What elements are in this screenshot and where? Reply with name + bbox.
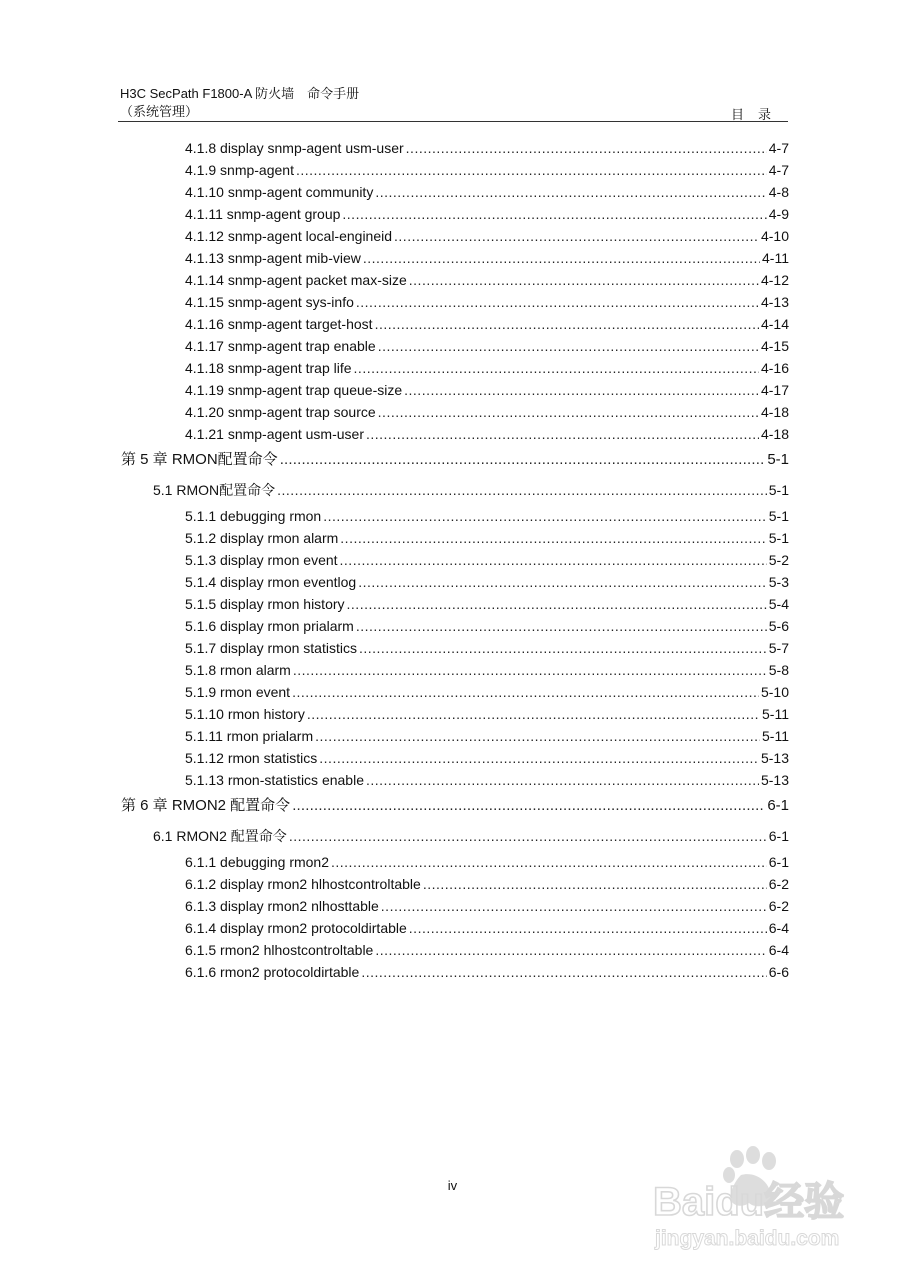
toc-entry-title: 5.1.7 display rmon statistics (185, 640, 357, 656)
toc-entry-page: 6-1 (768, 854, 789, 870)
toc-entry-title: 5.1.2 display rmon alarm (185, 530, 339, 546)
toc-entry-title: 4.1.18 snmp-agent trap life (185, 360, 352, 376)
toc-dot-leader (277, 479, 767, 501)
toc-entry-page: 5-8 (768, 662, 789, 678)
toc-dot-leader (375, 313, 759, 335)
toc-dot-leader (358, 571, 767, 593)
toc-dot-leader (340, 527, 766, 549)
toc-entry[interactable] (185, 615, 789, 637)
toc-entry-page: 5-1 (768, 508, 789, 524)
toc-entry[interactable] (185, 593, 789, 615)
toc-entry-title: 5.1.10 rmon history (185, 706, 305, 722)
toc-entry-title: 5.1.1 debugging rmon (185, 508, 322, 524)
toc-dot-leader (340, 549, 767, 571)
page-number: iv (447, 1178, 458, 1193)
toc-entry-page: 5-4 (768, 596, 789, 612)
toc-dot-leader (292, 681, 759, 703)
toc-entry[interactable] (185, 571, 789, 593)
toc-dot-leader (356, 291, 759, 313)
toc-entry-title: 第 6 章 RMON2 配置命令 (121, 797, 291, 814)
toc-entry[interactable] (185, 335, 789, 357)
doc-title: H3C SecPath F1800-A 防火墙 命令手册 (120, 86, 360, 101)
toc-entry[interactable] (185, 961, 789, 983)
toc-entry-page: 4-12 (760, 272, 789, 288)
toc-entry[interactable] (185, 505, 789, 527)
toc-entry[interactable] (185, 747, 789, 769)
toc-entry-page: 4-18 (760, 404, 789, 420)
toc-entry-page: 6-1 (768, 828, 789, 844)
toc-dot-leader (423, 873, 767, 895)
toc-entry-title: 6.1.2 display rmon2 hlhostcontroltable (185, 876, 421, 892)
toc-entry[interactable] (185, 379, 789, 401)
toc-entry-page: 5-3 (768, 574, 789, 590)
toc-dot-leader (359, 637, 767, 659)
toc-dot-leader (356, 615, 767, 637)
toc-entry-page: 5-1 (767, 451, 789, 468)
toc-entry[interactable] (185, 917, 789, 939)
toc-entry-title: 6.1.3 display rmon2 nlhosttable (185, 898, 379, 914)
toc-entry-title: 5.1.4 display rmon eventlog (185, 574, 357, 590)
toc-entry[interactable] (153, 825, 789, 847)
toc-entry[interactable] (121, 795, 789, 817)
toc-entry-page: 6-2 (768, 876, 789, 892)
toc-entry-title: 5.1.8 rmon alarm (185, 662, 291, 678)
toc-dot-leader (354, 357, 759, 379)
toc-entry-page: 6-4 (768, 942, 789, 958)
watermark-url: jingyan.baidu.com (655, 1227, 840, 1250)
toc-dot-leader (375, 939, 766, 961)
toc-entry[interactable] (185, 681, 789, 703)
toc-entry-title: 4.1.17 snmp-agent trap enable (185, 338, 376, 354)
toc-entry[interactable] (185, 939, 789, 961)
toc-entry-page: 5-7 (768, 640, 789, 656)
toc-entry-title: 4.1.14 snmp-agent packet max-size (185, 272, 407, 288)
toc-entry-title: 4.1.20 snmp-agent trap source (185, 404, 376, 420)
toc-entry-page: 5-11 (762, 706, 789, 722)
toc-entry-title: 4.1.8 display snmp-agent usm-user (185, 140, 404, 156)
section-title: 目录 (730, 107, 785, 122)
toc-entry-page: 4-13 (760, 294, 789, 310)
toc-entry-title: 6.1.5 rmon2 hlhostcontroltable (185, 942, 374, 958)
toc-entry-page: 5-13 (760, 750, 789, 766)
toc-dot-leader (363, 247, 760, 269)
toc-dot-leader (289, 825, 767, 847)
toc-entry[interactable] (121, 449, 789, 471)
toc-entry-page: 4-14 (760, 316, 789, 332)
toc-entry[interactable] (185, 659, 789, 681)
toc-entry-page: 6-2 (768, 898, 789, 914)
toc-dot-leader (307, 703, 760, 725)
toc-entry-page: 5-2 (768, 552, 789, 568)
toc-entry-page: 4-15 (760, 338, 789, 354)
toc-entry-title: 4.1.11 snmp-agent group (185, 206, 341, 222)
toc-entry-title: 5.1.9 rmon event (185, 684, 291, 700)
toc-entry-page: 5-1 (768, 482, 789, 498)
toc-dot-leader (293, 659, 767, 681)
toc-entry-page: 5-11 (762, 728, 789, 744)
toc-entry-title: 6.1.6 rmon2 protocoldirtable (185, 964, 360, 980)
toc-entry-page: 5-10 (760, 684, 789, 700)
toc-entry-title: 6.1.1 debugging rmon2 (185, 854, 329, 870)
toc-entry-title: 第 5 章 RMON配置命令 (121, 451, 278, 468)
toc-entry-title: 4.1.16 snmp-agent target-host (185, 316, 373, 332)
toc-dot-leader (378, 401, 759, 423)
toc-dot-leader (394, 225, 759, 247)
toc-entry[interactable] (185, 159, 789, 181)
toc-entry-title: 4.1.10 snmp-agent community (185, 184, 374, 200)
toc-dot-leader (315, 725, 760, 747)
toc-dot-leader (331, 851, 767, 873)
toc-dot-leader (409, 917, 767, 939)
toc-entry[interactable] (185, 247, 789, 269)
toc-entry-title: 4.1.9 snmp-agent (185, 162, 294, 178)
toc-entry-title: 4.1.13 snmp-agent mib-view (185, 250, 361, 266)
toc-entry-page: 5-1 (768, 530, 789, 546)
toc-entry-title: 6.1 RMON2 配置命令 (153, 828, 287, 844)
toc-entry-title: 6.1.4 display rmon2 protocoldirtable (185, 920, 407, 936)
toc-entry-title: 4.1.12 snmp-agent local-engineid (185, 228, 393, 244)
toc-entry-page: 6-4 (768, 920, 789, 936)
toc-entry[interactable] (185, 137, 789, 159)
toc-entry-title: 5.1.12 rmon statistics (185, 750, 318, 766)
toc-dot-leader (347, 593, 767, 615)
header-rule (118, 121, 788, 122)
toc-entry-page: 4-18 (760, 426, 789, 442)
toc-entry[interactable] (185, 895, 789, 917)
toc-entry-page: 6-1 (767, 797, 789, 814)
toc-entry[interactable] (153, 479, 789, 501)
toc-entry-page: 5-6 (768, 618, 789, 634)
toc-entry[interactable] (185, 313, 789, 335)
toc-dot-leader (361, 961, 766, 983)
toc-dot-leader (292, 795, 765, 817)
toc-dot-leader (378, 335, 759, 357)
toc-dot-leader (366, 423, 759, 445)
toc-entry[interactable] (185, 851, 789, 873)
toc-dot-leader (381, 895, 767, 917)
toc-dot-leader (342, 203, 766, 225)
toc-entry-page: 4-8 (768, 184, 789, 200)
toc-entry[interactable] (185, 423, 789, 445)
toc-entry-page: 4-16 (760, 360, 789, 376)
toc-entry-page: 4-7 (768, 162, 789, 178)
toc-dot-leader (296, 159, 767, 181)
toc-entry[interactable] (185, 549, 789, 571)
toc-dot-leader (319, 747, 759, 769)
toc-entry-title: 5.1.13 rmon-statistics enable (185, 772, 364, 788)
toc-entry[interactable] (185, 873, 789, 895)
toc-entry-page: 4-10 (760, 228, 789, 244)
toc-entry[interactable] (185, 703, 789, 725)
toc-dot-leader (366, 769, 759, 791)
toc-entry-page: 4-9 (768, 206, 789, 222)
toc-entry-page: 4-11 (762, 250, 789, 266)
toc-entry[interactable] (185, 527, 789, 549)
toc-entry-title: 4.1.15 snmp-agent sys-info (185, 294, 354, 310)
toc-entry-title: 4.1.21 snmp-agent usm-user (185, 426, 364, 442)
toc-dot-leader (323, 505, 767, 527)
toc-dot-leader (409, 269, 759, 291)
toc-entry-title: 5.1.3 display rmon event (185, 552, 338, 568)
toc-entry-page: 5-13 (760, 772, 789, 788)
toc-entry-page: 4-17 (760, 382, 789, 398)
watermark-brand: Baidu经验 (653, 1180, 845, 1224)
toc-entry-title: 5.1.5 display rmon history (185, 596, 345, 612)
toc-entry-title: 5.1 RMON配置命令 (153, 482, 276, 498)
toc-entry[interactable] (185, 203, 789, 225)
toc-entry[interactable] (185, 181, 789, 203)
baidu-jingyan-watermark (645, 1145, 855, 1255)
toc-dot-leader (280, 449, 766, 471)
toc-entry[interactable] (185, 637, 789, 659)
toc-entry[interactable] (185, 225, 789, 247)
toc-entry[interactable] (185, 725, 789, 747)
toc-entry-page: 6-6 (768, 964, 789, 980)
toc-entry-page: 4-7 (768, 140, 789, 156)
toc-entry-title: 4.1.19 snmp-agent trap queue-size (185, 382, 403, 398)
toc-entry[interactable] (185, 357, 789, 379)
toc-entry[interactable] (185, 269, 789, 291)
toc-dot-leader (406, 137, 767, 159)
toc-entry-title: 5.1.11 rmon prialarm (185, 728, 314, 744)
doc-subtitle: （系统管理） (120, 104, 199, 119)
toc-entry[interactable] (185, 291, 789, 313)
toc-dot-leader (375, 181, 766, 203)
toc-dot-leader (404, 379, 759, 401)
toc-entry[interactable] (185, 401, 789, 423)
toc-entry-title: 5.1.6 display rmon prialarm (185, 618, 354, 634)
toc-entry[interactable] (185, 769, 789, 791)
